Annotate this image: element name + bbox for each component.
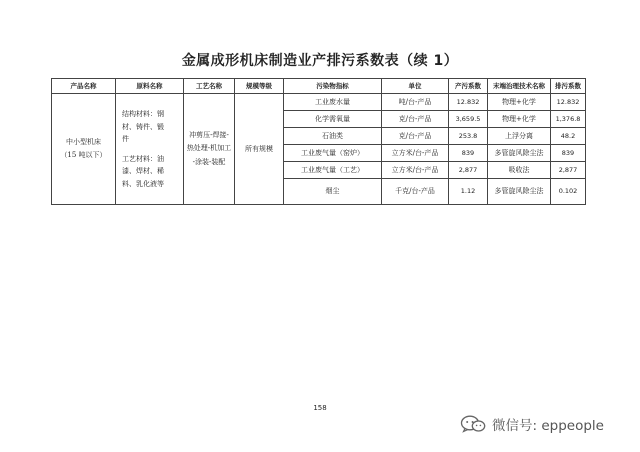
treatment-tech-cell: 多管旋风除尘法 [488,145,551,162]
generation-coefficient-cell: 2,877 [449,162,488,179]
document-title: 金属成形机床制造业产排污系数表（续 1） [181,53,459,69]
discharge-coefficient-cell: 1,376.8 [551,111,586,128]
treatment-tech-cell: 物理+化学 [488,94,551,111]
header-cell: 规模等级 [235,79,284,94]
indicator-cell: 工业废气量（工艺） [284,162,382,179]
treatment-tech-cell: 上浮分离 [488,128,551,145]
unit-cell: 克/台-产品 [382,128,449,145]
header-cell: 产污系数 [449,79,488,94]
header-cell: 污染物指标 [284,79,382,94]
generation-coefficient-cell: 1.12 [449,179,488,205]
indicator-cell: 工业废气量（窑炉） [284,145,382,162]
wechat-icon [460,415,486,433]
table-header-row [52,79,586,94]
product-name-cell: 中小型机床 （15 吨以下） [52,94,116,205]
page-number: 158 [313,404,327,412]
wechat-watermark [460,414,604,434]
generation-coefficient-cell: 3,659.5 [449,111,488,128]
unit-cell: 吨/台-产品 [382,94,449,111]
header-cell: 工艺名称 [184,79,235,94]
discharge-coefficient-cell: 12.832 [551,94,586,111]
treatment-tech-cell: 多管旋风除尘法 [488,179,551,205]
table-row [52,94,586,111]
discharge-coefficient-cell: 0.102 [551,179,586,205]
header-cell: 末端治理技术名称 [488,79,551,94]
header-cell: 单位 [382,79,449,94]
unit-cell: 立方米/台-产品 [382,145,449,162]
indicator-cell: 化学需氧量 [284,111,382,128]
unit-cell: 立方米/台-产品 [382,162,449,179]
header-cell: 产品名称 [52,79,116,94]
emission-coefficient-table [51,78,586,205]
watermark-text: 微信号: eppeople [492,418,604,434]
treatment-tech-cell: 吸收法 [488,162,551,179]
generation-coefficient-cell: 12.832 [449,94,488,111]
discharge-coefficient-cell: 839 [551,145,586,162]
generation-coefficient-cell: 839 [449,145,488,162]
indicator-cell: 石油类 [284,128,382,145]
header-cell: 原料名称 [116,79,184,94]
material-name-cell: 结构材料：钢 材、铸件、锻 件 工艺材料：油 漆、焊材、稀 料、乳化液等 [116,94,184,205]
unit-cell: 千克/台-产品 [382,179,449,205]
treatment-tech-cell: 物理+化学 [488,111,551,128]
indicator-cell: 烟尘 [284,179,382,205]
scale-cell: 所有规模 [235,94,284,205]
unit-cell: 克/台-产品 [382,111,449,128]
process-name-cell: 冲剪压-焊接- 热处理-机加工 -涂装-装配 [184,94,235,205]
indicator-cell: 工业废水量 [284,94,382,111]
header-cell: 排污系数 [551,79,586,94]
discharge-coefficient-cell: 2,877 [551,162,586,179]
discharge-coefficient-cell: 48.2 [551,128,586,145]
generation-coefficient-cell: 253.8 [449,128,488,145]
